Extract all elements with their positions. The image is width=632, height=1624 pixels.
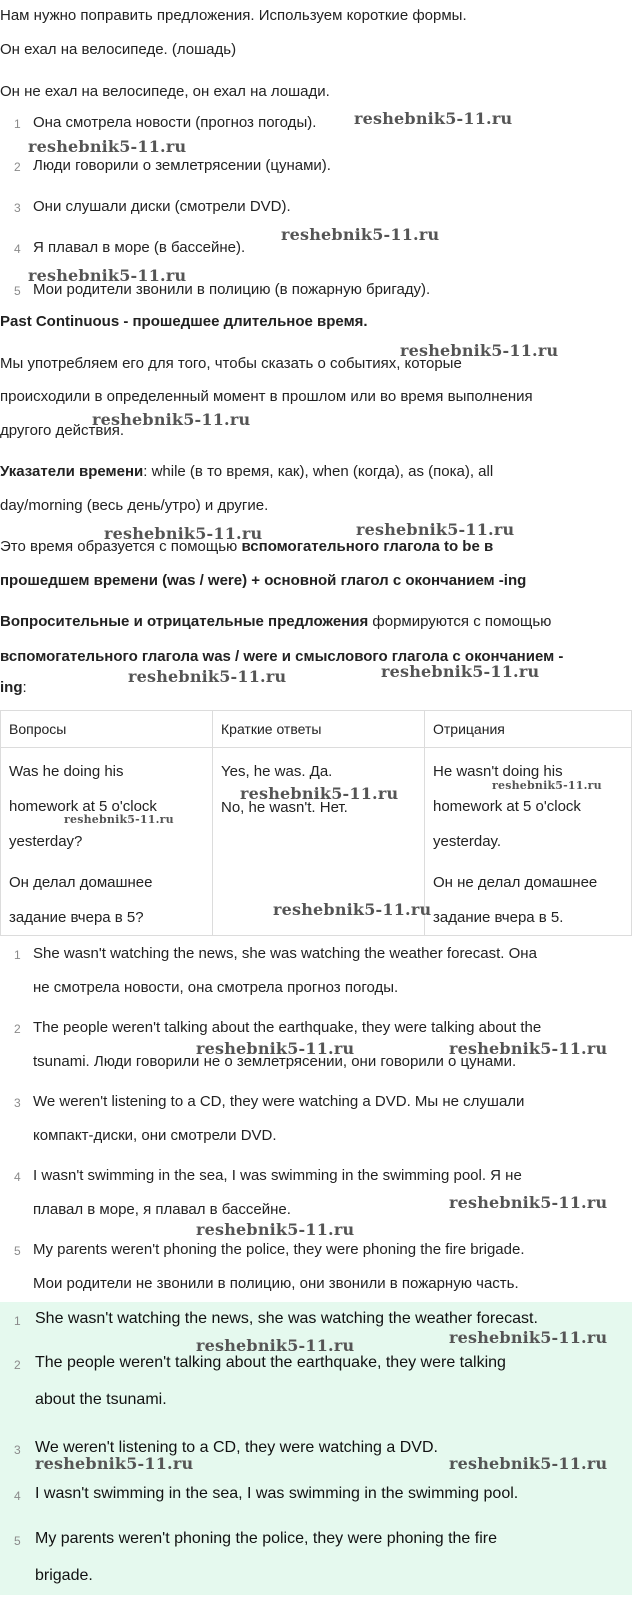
answer-line: компакт-диски, они смотрели DVD.: [33, 1127, 277, 1144]
table-cell-line: yesterday?: [9, 833, 83, 850]
table-cell-line: He wasn't doing his: [433, 763, 563, 780]
answer-number: 2: [14, 1022, 21, 1036]
watermark: reshebnik5-11.ru: [104, 524, 263, 543]
answer-line: Мои родители не звонили в полицию, они звонили в пожарную часть.: [33, 1275, 519, 1292]
watermark: reshebnik5-11.ru: [449, 1193, 608, 1212]
watermark: reshebnik5-11.ru: [381, 662, 540, 681]
watermark: reshebnik5-11.ru: [356, 520, 515, 539]
table-cell-line: задание вчера в 5?: [9, 909, 144, 926]
table-cell-line: No, he wasn't. Нет.: [221, 799, 348, 816]
questions-ing: ing: [0, 679, 23, 696]
task-item: Люди говорили о землетрясении (цунами).: [33, 157, 331, 174]
answer-line: She wasn't watching the news, she was watching the weather forecast. Она: [33, 945, 537, 962]
watermark: reshebnik5-11.ru: [449, 1328, 608, 1347]
table-cell-line: homework at 5 o'clock: [9, 798, 157, 815]
answer-number: 5: [14, 1244, 21, 1258]
watermark: reshebnik5-11.ru: [92, 410, 251, 429]
task-item: Она смотрела новости (прогноз погоды).: [33, 114, 317, 131]
grammar-heading: Past Continuous - прошедшее длительное время.: [0, 313, 368, 330]
green-answer-line: I wasn't swimming in the sea, I was swimming in the swimming pool.: [35, 1485, 519, 1502]
intro-line-2: Он ехал на велосипеде. (лошадь): [0, 41, 237, 58]
time-markers: [0, 463, 493, 480]
green-answer-line: My parents weren't phoning the police, they were phoning the fire: [35, 1530, 497, 1547]
table-cell-line: Was he doing his: [9, 763, 124, 780]
table-cell-line: Он делал домашнее: [9, 874, 153, 891]
table-header-cell: Вопросы: [1, 711, 213, 748]
answer-number: 4: [14, 1170, 21, 1184]
table-cell-questions: [1, 748, 213, 936]
task-number: 5: [14, 284, 21, 298]
task-item: Они слушали диски (смотрели DVD).: [33, 198, 291, 215]
green-answer-number: 1: [14, 1314, 21, 1328]
green-answer-number: 5: [14, 1534, 21, 1548]
watermark: reshebnik5-11.ru: [196, 1039, 355, 1058]
green-answer-number: 2: [14, 1358, 21, 1372]
watermark: reshebnik5-11.ru: [128, 667, 287, 686]
watermark: reshebnik5-11.ru: [354, 109, 513, 128]
answer-line: не смотрела новости, она смотрела прогноз погоды.: [33, 979, 399, 996]
formation-bold: вспомогательного глагола to be в: [241, 538, 494, 555]
table-header-row: [1, 711, 632, 748]
answer-number: 3: [14, 1096, 21, 1110]
green-answer-line: about the tsunami.: [35, 1391, 167, 1408]
task-item: Мои родители звонили в полицию (в пожарную бригаду).: [33, 281, 431, 298]
table-cell-line: Он не делал домашнее: [433, 874, 598, 891]
grammar-para-line: Мы употребляем его для того, чтобы сказать о событиях, которые: [0, 355, 462, 372]
questions-line-2: вспомогательного глагола was / were и смыслового глагола с окончанием -: [0, 648, 564, 665]
watermark: reshebnik5-11.ru: [492, 779, 602, 792]
green-answer-number: 4: [14, 1489, 21, 1503]
watermark: reshebnik5-11.ru: [449, 1454, 608, 1473]
watermark: reshebnik5-11.ru: [196, 1336, 355, 1355]
answer-line: We weren't listening to a CD, they were watching a DVD. Мы не слушали: [33, 1093, 525, 1110]
answer-line: плавал в море, я плавал в бассейне.: [33, 1201, 291, 1218]
time-markers-line-2: day/morning (весь день/утро) и другие.: [0, 497, 269, 514]
answer-number: 1: [14, 948, 21, 962]
watermark: reshebnik5-11.ru: [273, 900, 432, 919]
green-answer-line: She wasn't watching the news, she was watching the weather forecast.: [35, 1310, 538, 1327]
watermark: reshebnik5-11.ru: [35, 1454, 194, 1473]
questions-bold: Вопросительные и отрицательные предложения: [0, 613, 369, 630]
answer-line: tsunami. Люди говорили не о землетрясении, они говорили о цунами.: [33, 1053, 517, 1070]
task-item: Я плавал в море (в бассейне).: [33, 239, 246, 256]
time-markers-label: Указатели времени: [0, 463, 144, 480]
table-cell-line: yesterday.: [433, 833, 502, 850]
formation-plain: Это время образуется с помощью: [0, 538, 242, 555]
questions-line-3: [0, 679, 27, 696]
watermark: reshebnik5-11.ru: [28, 137, 187, 156]
task-number: 1: [14, 117, 21, 131]
questions-line-1: [0, 613, 551, 630]
answer-line: I wasn't swimming in the sea, I was swimming in the swimming pool. Я не: [33, 1167, 522, 1184]
table-cell-line: задание вчера в 5.: [433, 909, 564, 926]
green-answer-line: We weren't listening to a CD, they were watching a DVD.: [35, 1439, 438, 1456]
questions-plain: формируются с помощью: [368, 613, 552, 630]
watermark: reshebnik5-11.ru: [64, 813, 174, 826]
green-answer-number: 3: [14, 1443, 21, 1457]
intro-line-1: Нам нужно поправить предложения. Используем короткие формы.: [0, 7, 467, 24]
grammar-para-line: другого действия.: [0, 422, 125, 439]
table-header-cell: Отрицания: [425, 711, 632, 748]
watermark: reshebnik5-11.ru: [240, 784, 399, 803]
answer-line: The people weren't talking about the earthquake, they were talking about the: [33, 1019, 542, 1036]
answer-line: My parents weren't phoning the police, they were phoning the fire brigade.: [33, 1241, 525, 1258]
green-answer-line: The people weren't talking about the earthquake, they were talking: [35, 1354, 506, 1371]
task-number: 2: [14, 160, 21, 174]
watermark: reshebnik5-11.ru: [28, 266, 187, 285]
table-cell-line: homework at 5 o'clock: [433, 798, 581, 815]
grammar-para-line: происходили в определенный момент в прошлом или во время выполнения: [0, 388, 533, 405]
watermark: reshebnik5-11.ru: [281, 225, 440, 244]
watermark: reshebnik5-11.ru: [196, 1220, 355, 1239]
time-markers-text: : while (в то время, как), when (когда), as (пока), all: [143, 463, 494, 480]
table-cell-negatives: [425, 748, 632, 936]
table-header-cell: Краткие ответы: [213, 711, 425, 748]
task-number: 4: [14, 242, 21, 256]
formation-line-2: прошедшем времени (was / were) + основной глагол с окончанием -ing: [0, 572, 527, 589]
intro-line-3: Он не ехал на велосипеде, он ехал на лошади.: [0, 83, 330, 100]
task-number: 3: [14, 201, 21, 215]
table-cell-line: Yes, he was. Да.: [221, 763, 333, 780]
watermark: reshebnik5-11.ru: [400, 341, 559, 360]
watermark: reshebnik5-11.ru: [449, 1039, 608, 1058]
questions-colon: :: [22, 679, 27, 696]
green-answer-line: brigade.: [35, 1567, 93, 1584]
